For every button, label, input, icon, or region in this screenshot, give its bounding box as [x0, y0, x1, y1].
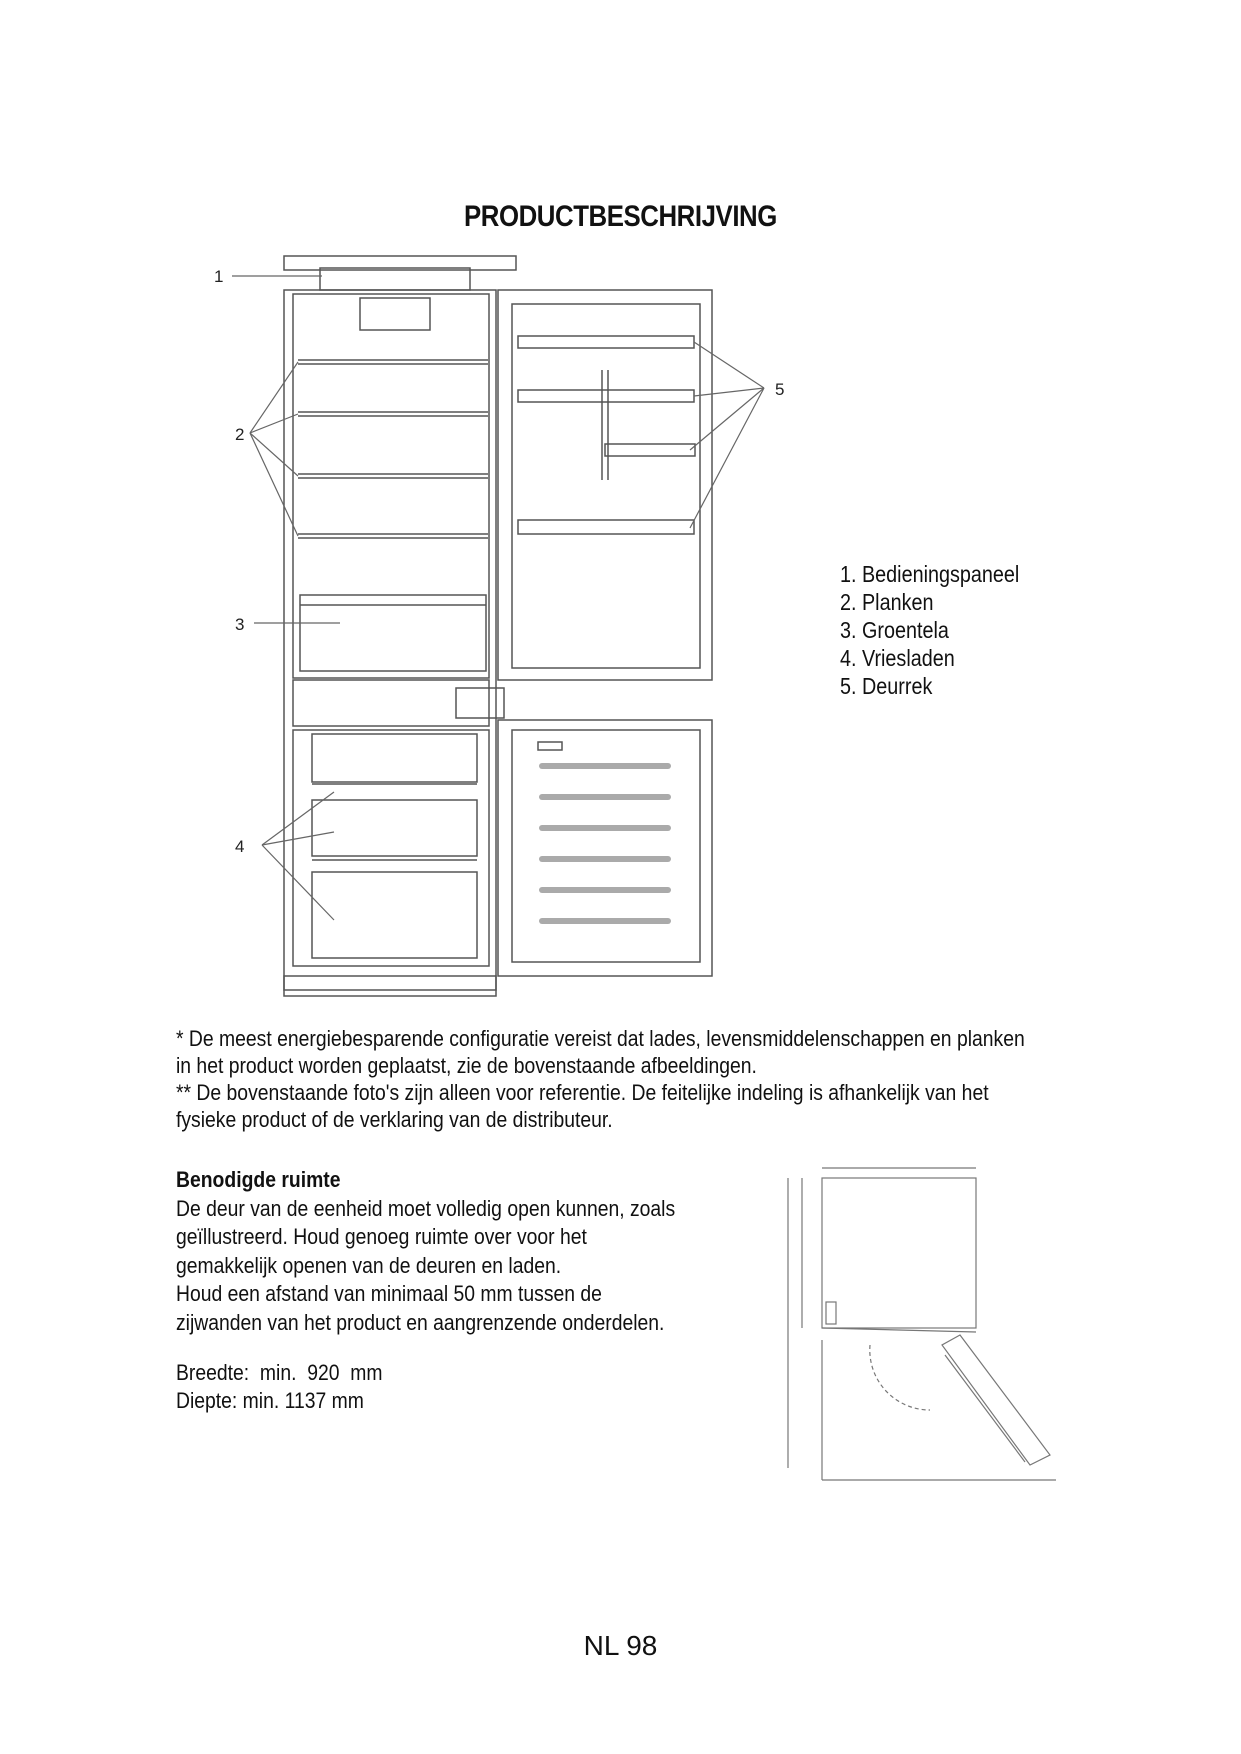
callout-1: 1	[214, 267, 224, 286]
note-line: * De meest energiebesparende configuratie vereist dat lades, levensmiddelenschappen en planken	[176, 1026, 1025, 1051]
legend-item: 4. Vriesladen	[840, 645, 955, 671]
width-value: Breedte: min. 920 mm	[176, 1360, 383, 1385]
legend-item: 1. Bedieningspaneel	[840, 561, 1020, 587]
note-line: ** De bovenstaande foto's zijn alleen voor referentie. De feitelijke indeling is afhankelijk van het	[176, 1080, 989, 1105]
page-number: NL 98	[583, 1630, 658, 1661]
page-title: PRODUCTBESCHRIJVING	[463, 200, 777, 233]
body-line: geïllustreerd. Houd genoeg ruimte over voor het	[176, 1224, 587, 1249]
note-line: in het product worden geplaatst, zie de bovenstaande afbeeldingen.	[176, 1053, 757, 1078]
body-line: zijwanden van het product en aangrenzende onderdelen.	[176, 1309, 665, 1335]
callout-4: 4	[235, 837, 245, 856]
legend-item: 5. Deurrek	[840, 673, 933, 699]
note-line: fysieke product of de verklaring van de distributeur.	[176, 1107, 613, 1132]
open-door-outline	[942, 1335, 1050, 1465]
section-heading: Benodigde ruimte	[176, 1167, 341, 1192]
callout-5: 5	[775, 380, 785, 399]
legend-item: 3. Groentela	[840, 617, 949, 643]
legend-item: 2. Planken	[840, 589, 934, 615]
appliance-outline	[822, 1178, 976, 1328]
footnotes	[176, 1025, 1025, 1133]
callout-3: 3	[235, 615, 245, 634]
dimensions	[176, 1359, 382, 1415]
body-line: Houd een afstand van minimaal 50 mm tussen de	[176, 1281, 602, 1306]
body-line: gemakkelijk openen van de deuren en laden.	[176, 1252, 562, 1278]
depth-value: Diepte: min. 1137 mm	[176, 1388, 364, 1413]
callout-2: 2	[235, 425, 245, 444]
parts-legend	[840, 560, 1019, 700]
required-space-section	[176, 1166, 675, 1337]
body-line: De deur van de eenheid moet volledig open kunnen, zoals	[176, 1195, 676, 1221]
